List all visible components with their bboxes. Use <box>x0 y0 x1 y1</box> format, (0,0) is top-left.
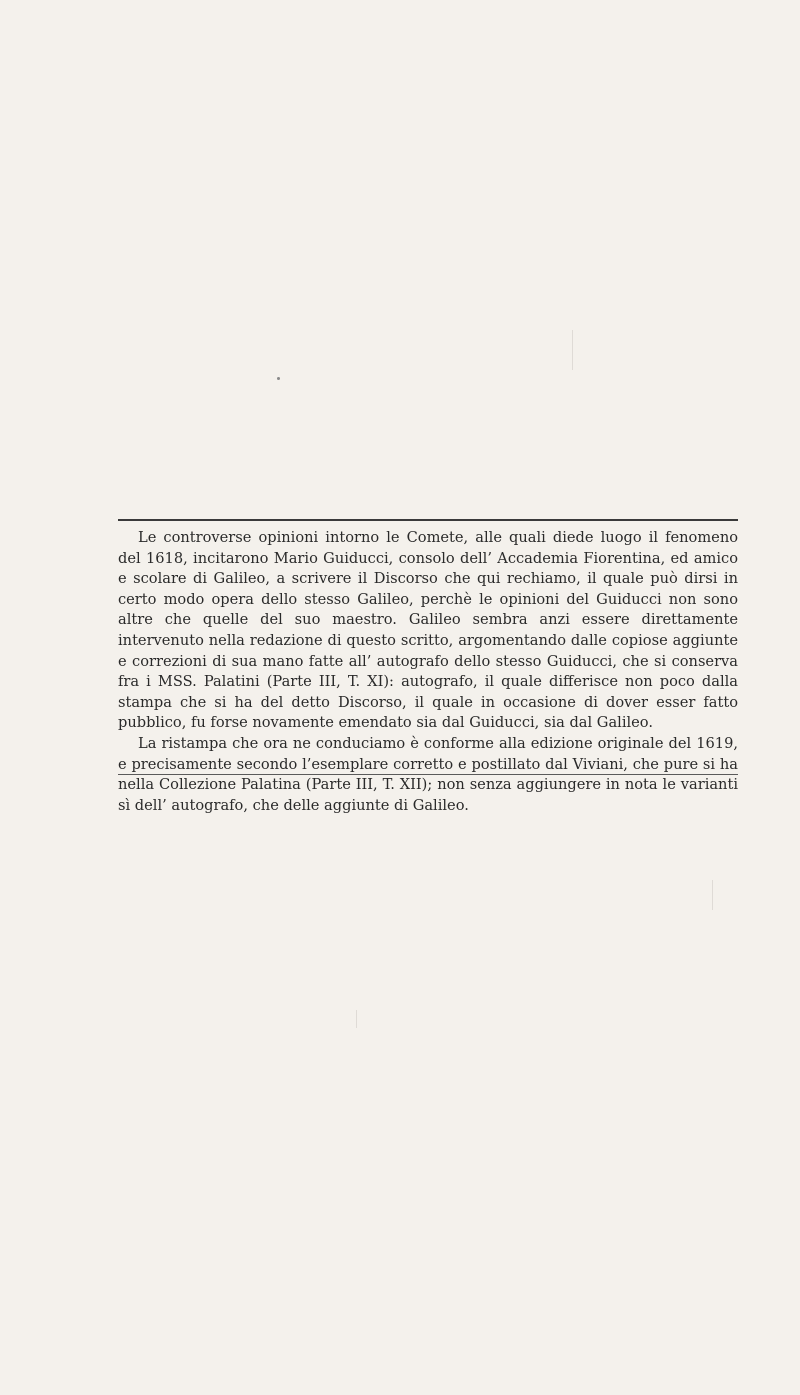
page-speck <box>277 377 280 380</box>
paragraph-1: Le controverse opinioni intorno le Comete, alle quali diede luogo il fenomeno del 1618, incitarono Mario Guiducci, consolo dell’ Accademia Fiorentina, ed amico e scolare di Galileo, a scrivere il Discorso che qui rechiamo, il quale può dirsi in certo modo opera dello stesso Galileo, perchè le opinioni del Guiducci non sono altre che quelle del suo maestro. Galileo sembra anzi essere direttamente intervenuto nella redazione di questo scritto, argomentando dalle copiose aggiunte e correzioni di sua mano fatte all’ autografo dello stesso Guiducci, che si conserva fra i MSS. Palatini (Parte III, T. XI): autografo, il quale differisce non poco dalla stampa che si ha del detto Discorso, il quale in occasione di dover esser fatto pubblico, fu forse novamente emendato sia dal Guiducci, sia dal Galileo. <box>118 529 738 732</box>
top-rule <box>118 519 738 521</box>
paragraph-2: La ristampa che ora ne conduciamo è conforme alla edizione originale del 1619, e precisamente secondo l’esemplare corretto e postillato dal Viviani, che pure si ha nella Collezione Palatina (Parte III, T. XII); non senza aggiungere in nota le varianti sì dell’ autografo, che delle aggiunte di Galileo. <box>118 734 738 814</box>
bottom-rule <box>118 774 738 775</box>
page-blemish <box>712 880 713 910</box>
page-blemish <box>572 330 573 370</box>
page-blemish <box>356 1010 357 1028</box>
